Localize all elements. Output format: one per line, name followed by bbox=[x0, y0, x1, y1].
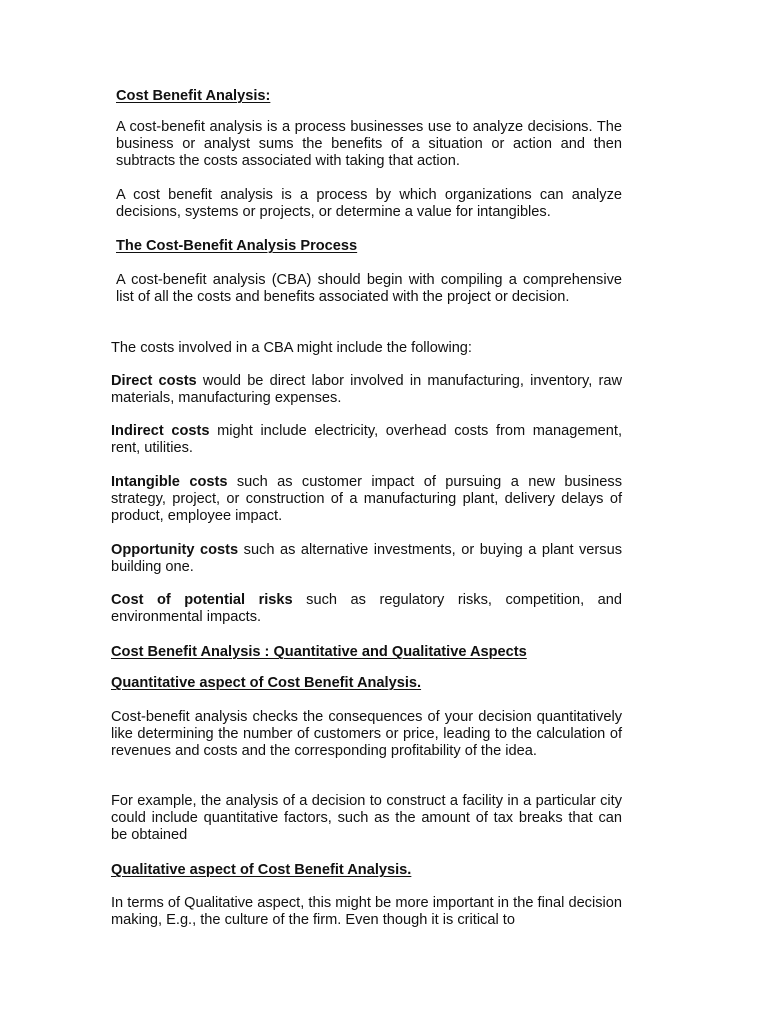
cost-description: such as alternative investments, or buying a plant versus building one. bbox=[111, 542, 622, 575]
heading-quantitative-aspect: Quantitative aspect of Cost Benefit Analysis. bbox=[111, 675, 422, 691]
cost-item-intangible bbox=[111, 474, 622, 525]
heading-quantitative-qualitative: Cost Benefit Analysis : Quantitative and Qualitative Aspects bbox=[111, 644, 527, 660]
cost-item-direct bbox=[111, 373, 622, 407]
paragraph-definition-1: A cost-benefit analysis is a process businesses use to analyze decisions. The business or analyst sums the benefits of a situation or action and then subtracts the costs associated with taking that action. bbox=[116, 119, 622, 169]
paragraph-quantitative-1: Cost-benefit analysis checks the consequences of your decision quantitatively like determining the number of customers or price, leading to the calculation of revenues and costs and the corresponding profitability of the idea. bbox=[111, 709, 622, 759]
cost-description: would be direct labor involved in manufacturing, inventory, raw materials, manufacturing expenses. bbox=[111, 373, 622, 406]
cost-description: might include electricity, overhead costs from management, rent, utilities. bbox=[111, 423, 623, 456]
paragraph-cba-process: A cost-benefit analysis (CBA) should begin with compiling a comprehensive list of all the costs and benefits associated with the project or decision. bbox=[116, 272, 622, 305]
heading-cost-benefit-analysis: Cost Benefit Analysis: bbox=[116, 88, 271, 104]
heading-cba-process: The Cost-Benefit Analysis Process bbox=[116, 238, 358, 254]
paragraph-definition-2: A cost benefit analysis is a process by which organizations can analyze decisions, systems or projects, or determine a value for intangibles. bbox=[116, 187, 622, 220]
cost-term: Opportunity costs bbox=[111, 542, 239, 558]
heading-qualitative-aspect: Qualitative aspect of Cost Benefit Analysis. bbox=[111, 862, 412, 878]
cost-item-potential-risks bbox=[111, 592, 622, 626]
cost-term: Cost of potential risks bbox=[111, 592, 293, 608]
paragraph-costs-intro: The costs involved in a CBA might include the following: bbox=[111, 340, 472, 356]
paragraph-qualitative: In terms of Qualitative aspect, this might be more important in the final decision making, E.g., the culture of the firm. Even though it is critical to bbox=[111, 895, 622, 928]
cost-item-indirect bbox=[111, 423, 622, 457]
cost-term: Indirect costs bbox=[111, 423, 210, 439]
cost-item-opportunity bbox=[111, 542, 622, 576]
paragraph-quantitative-2: For example, the analysis of a decision to construct a facility in a particular city could include quantitative factors, such as the amount of tax breaks that can be obtained bbox=[111, 793, 622, 843]
cost-description: such as customer impact of pursuing a new business strategy, project, or construction of a manufacturing plant, delivery delays of product, employee impact. bbox=[111, 474, 622, 524]
cost-description: such as regulatory risks, competition, and environmental impacts. bbox=[111, 592, 622, 625]
cost-term: Intangible costs bbox=[111, 474, 228, 490]
cost-term: Direct costs bbox=[111, 373, 197, 389]
